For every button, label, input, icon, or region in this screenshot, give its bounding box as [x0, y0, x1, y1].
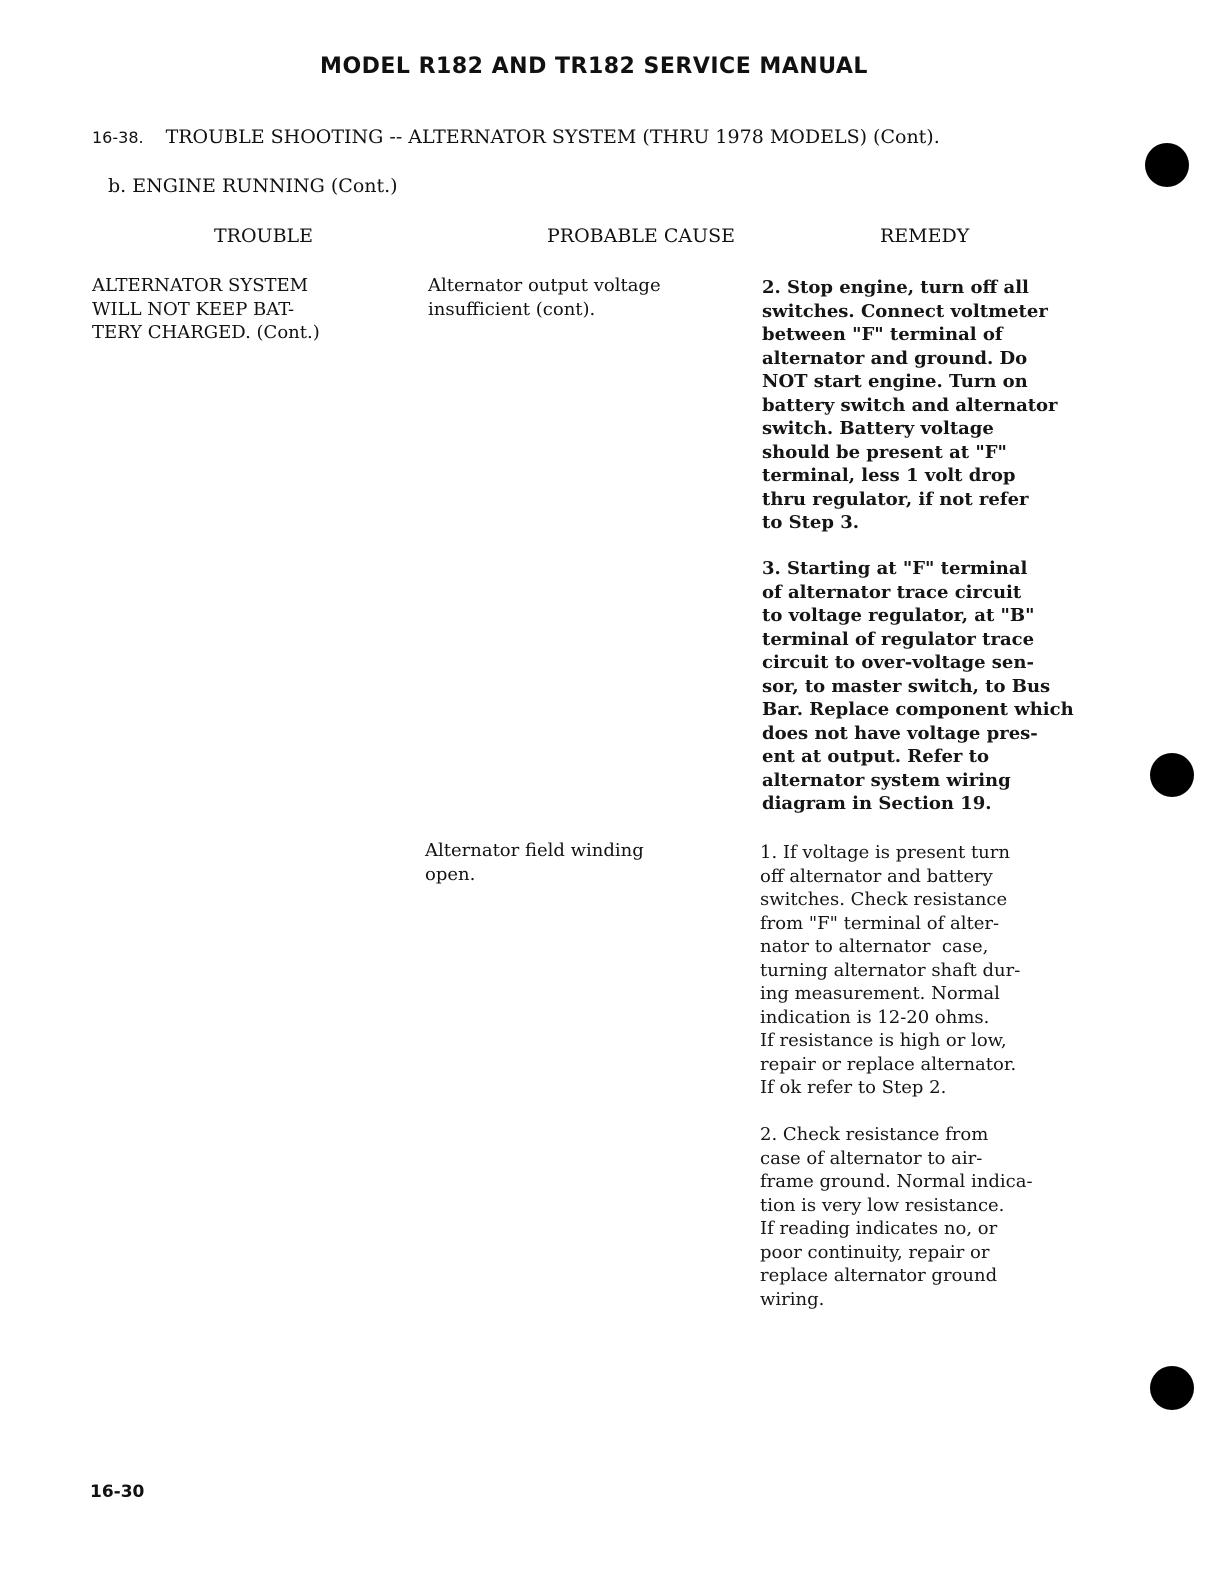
- subsection-heading: b. ENGINE RUNNING (Cont.): [108, 175, 398, 197]
- section-title: TROUBLE SHOOTING -- ALTERNATOR SYSTEM (THRU 1978 MODELS) (Cont).: [165, 126, 940, 148]
- column-header-remedy: REMEDY: [880, 225, 970, 247]
- page-number: 16-30: [90, 1482, 145, 1502]
- remedy-cell-output-step-3: 3. Starting at "F" terminal of alternator trace circuit to voltage regulator, at "B" terminal of regulator trace circuit to over-voltage sen- sor, to master switch, to Bus Bar. Replace component which does not have voltage pres- ent at output. Refer to alternator system wiring diagram in Section 19.: [762, 558, 1074, 814]
- remedy-cell-field-step-2: 2. Check resistance from case of alternator to air- frame ground. Normal indica- tion is very low resistance. If reading indicates no, or poor continuity, repair or replace alternator ground wiring.: [760, 1124, 1033, 1310]
- section-heading: [92, 126, 940, 148]
- binder-hole-bottom: [1150, 1366, 1194, 1410]
- remedy-cell-output-step-2: 2. Stop engine, turn off all switches. Connect voltmeter between "F" terminal of alternator and ground. Do NOT start engine. Turn on battery switch and alternator switch. Battery voltage should be present at "F" terminal, less 1 volt drop thru regulator, if not refer to Step 3.: [762, 277, 1058, 533]
- remedy-cell-field-step-1: 1. If voltage is present turn off alternator and battery switches. Check resistance from "F" terminal of alter- nator to alternator case, turning alternator shaft dur- ing measurement. Normal indication is 12-20 ohms. If resistance is high or low, repair or replace alternator. If ok refer to Step 2.: [760, 842, 1021, 1098]
- manual-title: MODEL R182 AND TR182 SERVICE MANUAL: [320, 54, 868, 79]
- column-header-probable-cause: PROBABLE CAUSE: [547, 225, 735, 247]
- cause-cell-output-voltage: Alternator output voltage insufficient (cont).: [428, 275, 661, 320]
- section-number: 16-38.: [92, 128, 144, 147]
- binder-hole-middle: [1150, 753, 1194, 797]
- column-header-trouble: TROUBLE: [214, 225, 314, 247]
- binder-hole-top: [1145, 143, 1189, 187]
- cause-cell-field-winding: Alternator field winding open.: [425, 840, 644, 885]
- trouble-cell: ALTERNATOR SYSTEM WILL NOT KEEP BAT- TERY CHARGED. (Cont.): [92, 275, 320, 343]
